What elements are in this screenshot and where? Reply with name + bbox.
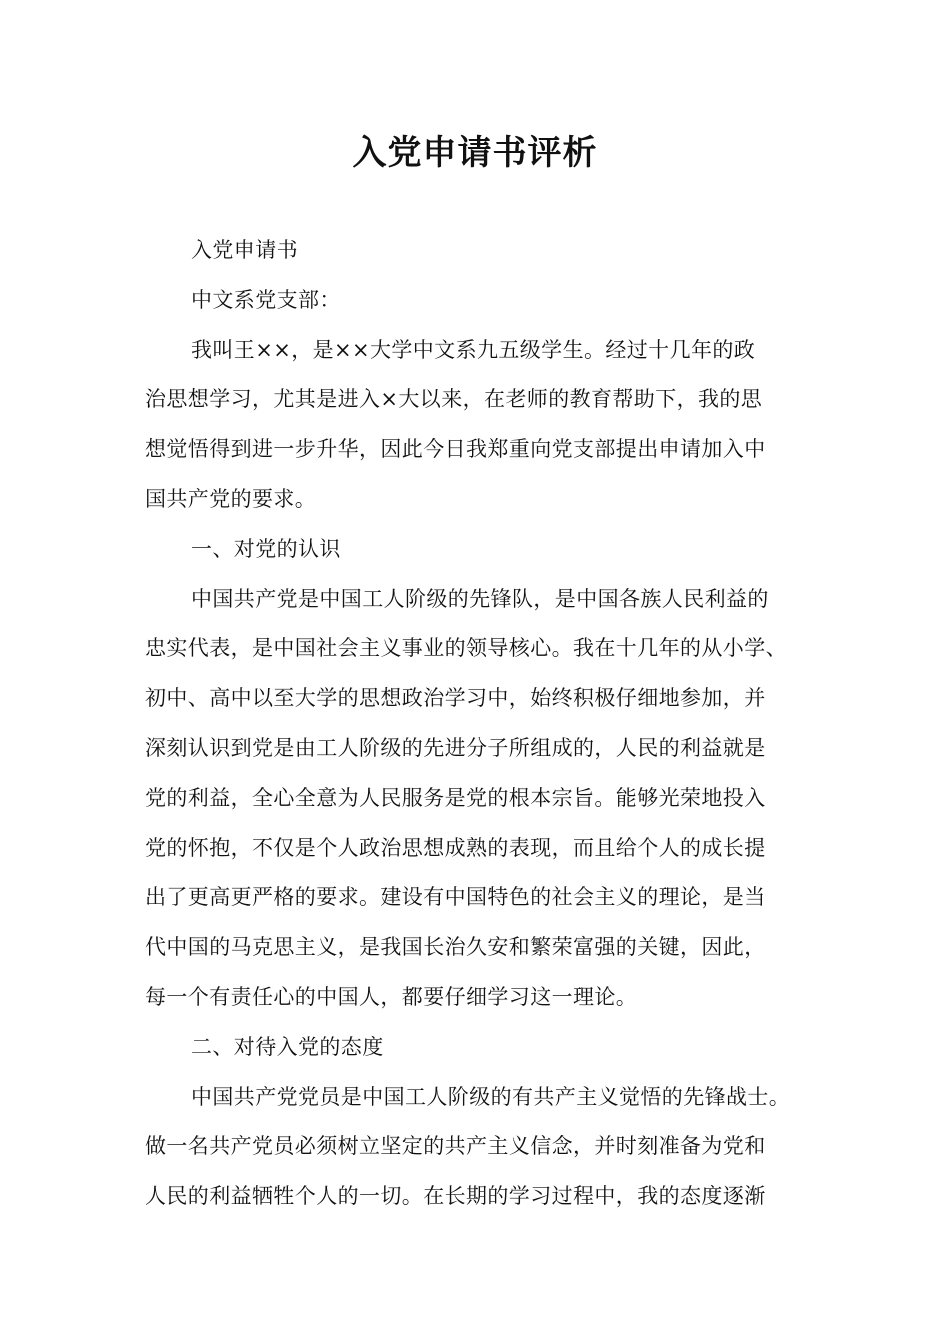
paragraph-line: 每一个有责任心的中国人，都要仔细学习这一理论。 [145, 984, 638, 1009]
paragraph-line: 中国共产党党员是中国工人阶级的有共产主义觉悟的先锋战士。 [191, 1084, 791, 1109]
salutation: 中文系党支部： [191, 287, 341, 312]
letter-heading: 入党申请书 [191, 238, 298, 262]
document-body [145, 226, 805, 1222]
document-title: 入党申请书评析 [352, 133, 598, 173]
section-heading-2: 二、对待入党的态度 [191, 1034, 384, 1059]
paragraph-line: 代中国的马克思主义，是我国长治久安和繁荣富强的关键，因此， [145, 935, 766, 960]
paragraph-line: 做一名共产党员必须树立坚定的共产主义信念，并时刻准备为党和 [145, 1134, 766, 1159]
paragraph-line: 国共产党的要求。 [145, 486, 317, 511]
section-heading-1: 一、对党的认识 [191, 536, 341, 561]
paragraph-line: 党的怀抱，不仅是个人政治思想成熟的表现，而且给个人的成长提 [145, 835, 766, 860]
paragraph-line: 人民的利益牺牲个人的一切。在长期的学习过程中，我的态度逐渐 [145, 1184, 766, 1209]
paragraph-line: 初中、高中以至大学的思想政治学习中，始终积极仔细地参加，并 [145, 686, 766, 711]
paragraph-line: 我叫王××，是××大学中文系九五级学生。经过十几年的政 [191, 337, 756, 362]
paragraph-line: 治思想学习，尤其是进入×大以来，在老师的教育帮助下，我的思 [145, 387, 763, 412]
paragraph-line: 忠实代表，是中国社会主义事业的领导核心。我在十几年的从小学、 [145, 636, 787, 661]
paragraph-line: 党的利益，全心全意为人民服务是党的根本宗旨。能够光荣地投入 [145, 785, 766, 810]
paragraph-line: 深刻认识到党是由工人阶级的先进分子所组成的，人民的利益就是 [145, 735, 766, 760]
paragraph-line: 中国共产党是中国工人阶级的先锋队，是中国各族人民利益的 [191, 586, 769, 611]
paragraph-line: 想觉悟得到进一步升华，因此今日我郑重向党支部提出申请加入中 [145, 437, 766, 462]
paragraph-line: 出了更高更严格的要求。建设有中国特色的社会主义的理论，是当 [145, 885, 766, 910]
